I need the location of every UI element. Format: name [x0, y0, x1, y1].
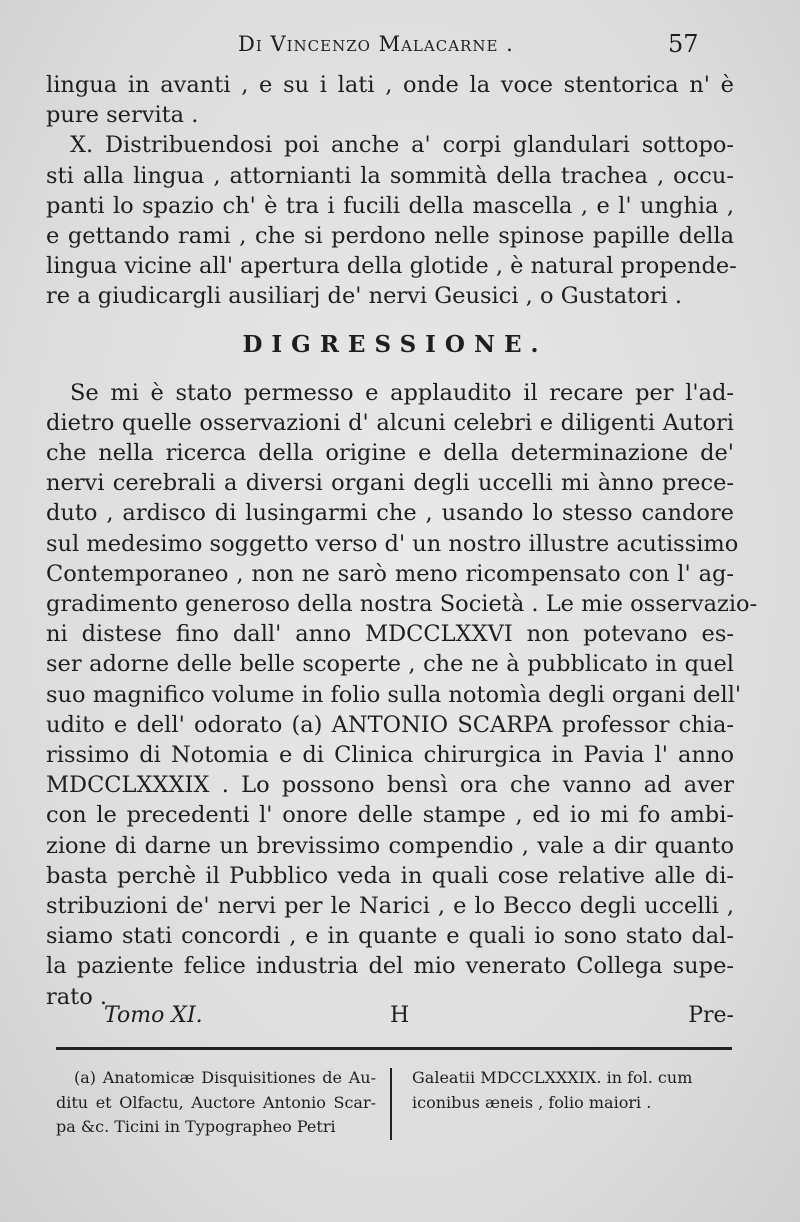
running-head: Di Vincenzo Malacarne .: [238, 32, 514, 56]
footnote-column-right: [412, 1066, 732, 1115]
text-line: pure servita .: [46, 102, 199, 129]
text-line: MDCCLXXXIX . Lo possono bensì ora che vanno ad aver: [46, 772, 734, 799]
text-line: e gettando rami , che si perdono nelle spinose papille della: [46, 223, 734, 250]
text-line: suo magnifico volume in folio sulla notomìa degli organi dell': [46, 681, 742, 708]
text-line: Contemporaneo , non ne sarò meno ricompensato con l' ag-: [46, 560, 734, 587]
text-line: lingua in avanti , e su i lati , onde la voce stentorica n' è: [46, 72, 734, 98]
catchword: Pre-: [688, 1003, 734, 1028]
text-line: la paziente felice industria del mio venerato Collega supe-: [46, 953, 734, 980]
text-line: stribuzioni de' nervi per le Narici , e lo Becco degli uccelli ,: [46, 893, 734, 920]
footnote-line: (a) Anatomicæ Disquisitiones de Au-: [74, 1068, 376, 1087]
page-header: [0, 30, 800, 64]
text-line: Se mi è stato permesso e applaudito il recare per l'ad-: [70, 379, 734, 406]
text-line: sti alla lingua , attornianti la sommità della trachea , occu-: [46, 162, 734, 189]
text-line: ser adorne delle belle scoperte , che ne à pubblicato in quel: [46, 651, 734, 678]
text-line: re a giudicargli ausiliarj de' nervi Geusici , o Gustatori .: [46, 283, 682, 310]
page-number: 57: [668, 30, 699, 58]
footnote-line: ditu et Olfactu, Auctore Antonio Scar-: [56, 1092, 376, 1112]
text-line: ni distese fino dall' anno MDCCLXXVI non potevano es-: [46, 621, 734, 648]
footnote-line: pa &c. Ticini in Typographeo Petri: [56, 1117, 336, 1136]
text-line: udito e dell' odorato (a) ANTONIO SCARPA professor chia-: [46, 711, 734, 738]
signature-mark: H: [390, 1003, 410, 1028]
text-line: nervi cerebrali a diversi organi degli uccelli mi ànno prece-: [46, 470, 734, 497]
text-line: gradimento generoso della nostra Società . Le mie osservazio-: [46, 591, 758, 618]
main-text: [46, 70, 758, 1012]
signature-line: [104, 1003, 734, 1033]
text-line: X. Distribuendosi poi anche a' corpi glandulari sottopo-: [70, 132, 734, 159]
text-line: siamo stati concordi , e in quante e quali io sono stato dal-: [46, 923, 734, 950]
paragraph-x: [46, 70, 737, 312]
text-line: zione di darne un brevissimo compendio , vale a dir quanto: [46, 832, 734, 859]
text-line: rato .: [46, 983, 108, 1010]
text-line: panti lo spazio ch' è tra i fucili della mascella , e l' unghia ,: [46, 192, 734, 219]
text-line: dietro quelle osservazioni d' alcuni celebri e diligenti Autori: [46, 409, 734, 436]
text-line: duto , ardisco di lusingarmi che , usando lo stesso candore: [46, 500, 734, 527]
text-line: sul medesimo soggetto verso d' un nostro illustre acutissimo: [46, 530, 739, 557]
footnote-column-left: [56, 1066, 376, 1140]
text-line: che nella ricerca della origine e della determinazione de': [46, 440, 734, 467]
footnote-line: iconibus æneis , folio maiori .: [412, 1092, 652, 1112]
section-heading: DIGRESSIONE.: [242, 330, 548, 358]
footnote-column-divider: [390, 1068, 392, 1140]
text-line: lingua vicine all' apertura della glotide , è natural propende-: [46, 253, 737, 280]
footnote-line: Galeatii MDCCLXXXIX. in fol. cum: [412, 1068, 693, 1087]
footnote-rule: [56, 1047, 732, 1050]
text-line: basta perchè il Pubblico veda in quali cose relative alle di-: [46, 862, 734, 889]
text-line: con le precedenti l' onore delle stampe , ed io mi fo ambi-: [46, 802, 734, 829]
volume-label: Tomo XI.: [104, 1003, 203, 1028]
digression-paragraph: [46, 378, 758, 1012]
text-line: rissimo di Notomia e di Clinica chirurgica in Pavia l' anno: [46, 742, 734, 769]
